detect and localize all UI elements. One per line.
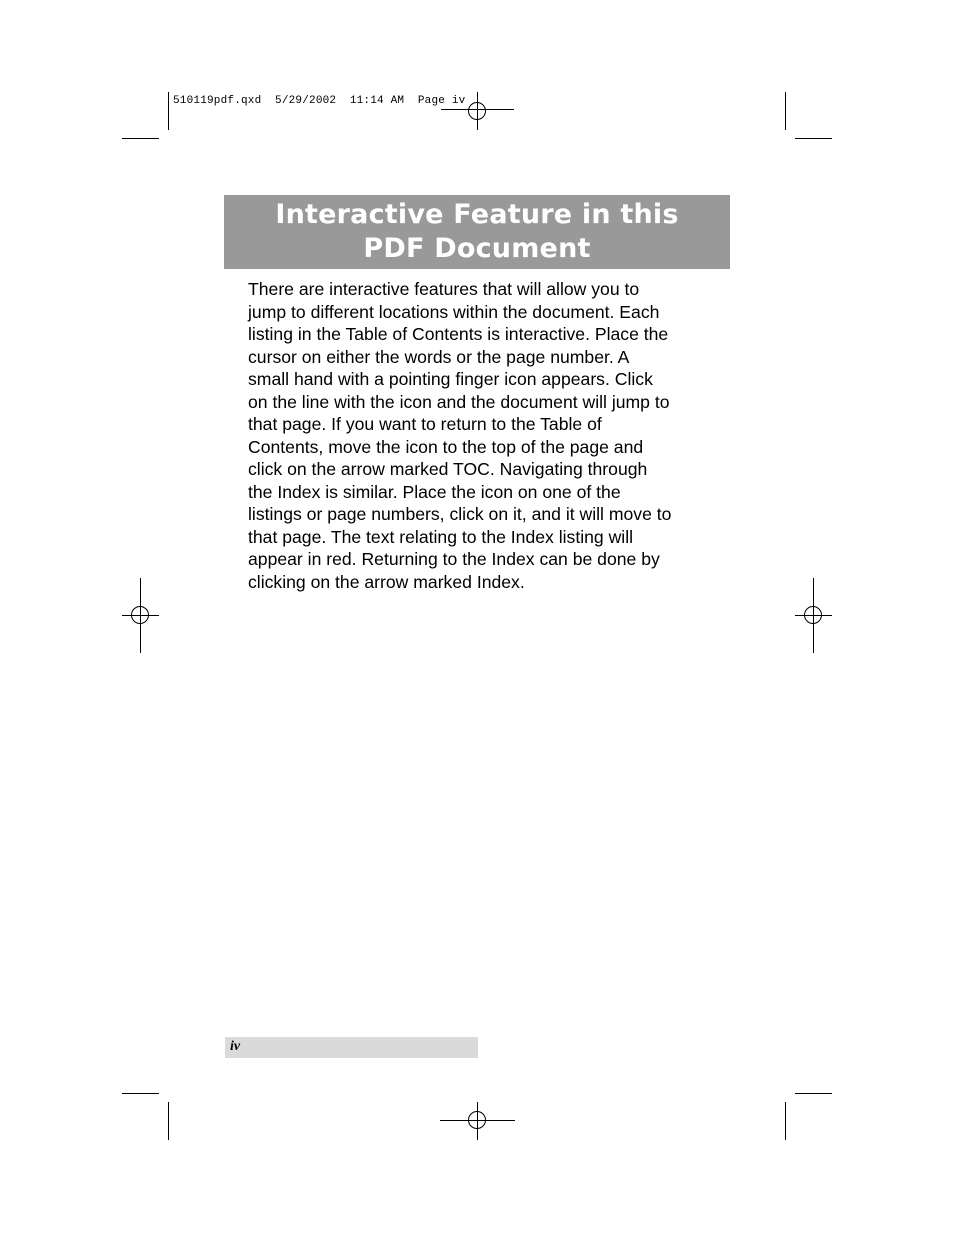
body-line: small hand with a pointing finger icon appears. Click [248, 369, 653, 389]
registration-mark-right-circle [804, 606, 822, 624]
body-line: listings or page numbers, click on it, and it will move to [248, 504, 672, 524]
crop-mark-bottom-right-horizontal [795, 1093, 832, 1094]
body-line: click on the arrow marked TOC. Navigating through [248, 459, 648, 479]
page-title-line-2: PDF Document [363, 233, 591, 264]
body-line: that page. The text relating to the Index listing will [248, 526, 634, 547]
body-line: that page. If you want to return to the Table of [248, 414, 602, 434]
registration-mark-left-circle [131, 606, 149, 624]
crop-mark-top-right-vertical [785, 92, 786, 130]
body-line: Contents, move the icon to the top of the page and [248, 436, 644, 457]
registration-mark-top-circle [468, 102, 486, 120]
body-paragraph [248, 278, 718, 593]
body-line: jump to different locations within the document. Each [248, 301, 660, 322]
crop-mark-bottom-left-horizontal [122, 1093, 159, 1094]
page-title-banner [224, 195, 730, 269]
registration-mark-bottom-circle [468, 1111, 486, 1129]
page-title-line-1: Interactive Feature in this [275, 199, 679, 230]
crop-mark-bottom-right-vertical [785, 1102, 786, 1140]
body-line: on the line with the icon and the document will jump to [248, 391, 670, 412]
body-line: cursor on either the words or the page number. A [248, 346, 630, 367]
crop-mark-top-left-vertical [168, 92, 169, 130]
body-line: the Index is similar. Place the icon on one of the [248, 481, 621, 502]
crop-mark-top-right-horizontal [795, 138, 832, 139]
body-line: clicking on the arrow marked Index. [248, 571, 525, 592]
folio-bar [225, 1037, 478, 1058]
body-line: There are interactive features that will allow you to [248, 279, 640, 299]
body-line: listing in the Table of Contents is interactive. Place the [248, 324, 669, 344]
body-line: appear in red. Returning to the Index can be done by [248, 549, 660, 569]
crop-mark-bottom-left-vertical [168, 1102, 169, 1140]
slug-line: 510119pdf.qxd 5/29/2002 11:14 AM Page iv [173, 95, 466, 107]
page-number: iv [230, 1039, 241, 1054]
crop-mark-top-left-horizontal [122, 138, 159, 139]
